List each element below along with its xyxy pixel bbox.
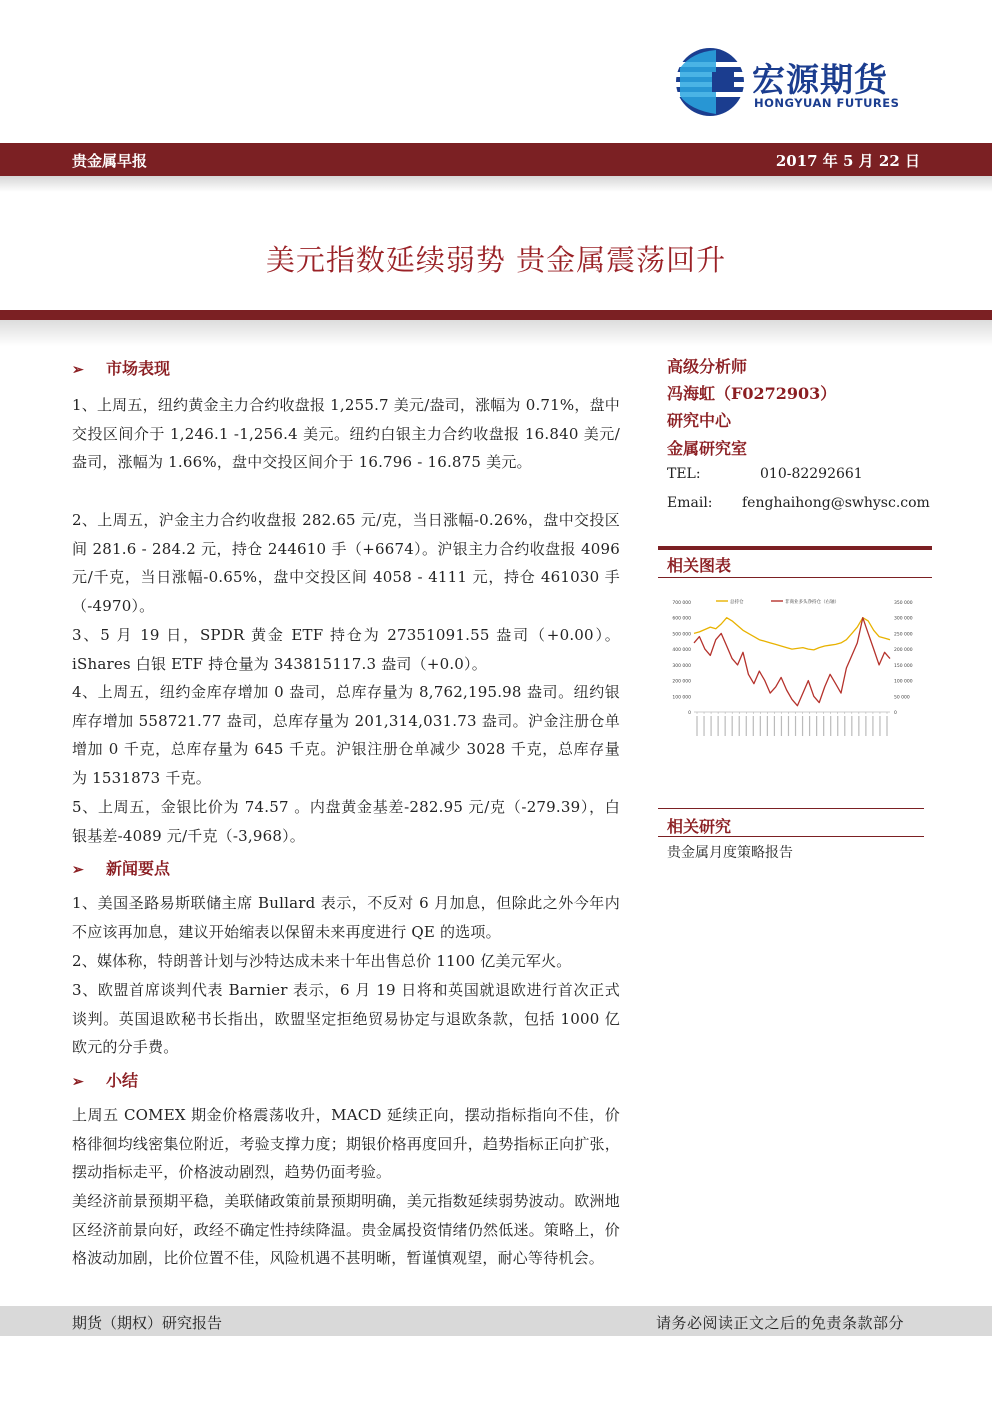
x-tick-label-glyph: [710, 716, 711, 736]
x-tick-label-glyph: [809, 716, 810, 736]
related-research-item[interactable]: 贵金属月度策略报告: [667, 845, 793, 861]
footer-report-kind: 期货（期权）研究报告: [72, 1314, 223, 1332]
x-tick-label-glyph: [802, 716, 803, 736]
document-title: 美元指数延续弱势 贵金属震荡回升: [265, 243, 727, 277]
x-tick-label-glyph: [739, 716, 740, 736]
tel-label: TEL:: [667, 466, 701, 482]
title-rule-shadow: [0, 320, 992, 346]
x-tick-label-glyph: [725, 716, 726, 736]
x-tick-label-glyph: [795, 716, 796, 736]
right-tick-label: 50 000: [894, 695, 910, 701]
market-paragraph-5: 5、上周五，金银比价为 74.57 。内盘黄金基差-282.95 元/克（-279.39），白银基差-4089 元/千克（-3,968）。: [72, 798, 620, 845]
x-tick-label-glyph: [865, 716, 866, 736]
left-tick-label: 200 000: [672, 679, 691, 685]
summary-paragraph-2: 美经济前景预期平稳，美联储政策前景预期明确，美元指数延续弱势波动。欧洲地区经济前景向好，政经不确定性持续降温。贵金属投资情绪仍然低迷。策略上，价格波动加剧，比价位置不佳，风险机遇不甚明晰，暂谨慎观望，耐心等待机会。: [72, 1192, 620, 1268]
title-rule: [0, 310, 992, 320]
right-tick-label: 300 000: [894, 616, 913, 622]
x-tick-label-glyph: [886, 716, 887, 736]
left-tick-label: 400 000: [672, 648, 691, 654]
section-heading-summary: [72, 1068, 138, 1091]
x-tick-label-glyph: [851, 716, 852, 736]
related-charts-heading: 相关图表: [667, 556, 732, 575]
x-tick-label-glyph: [753, 716, 754, 736]
x-tick-label-glyph: [760, 716, 761, 736]
left-tick-label: 100 000: [672, 695, 691, 701]
section-heading-text: 小结: [106, 1071, 139, 1090]
x-tick-label-glyph: [746, 716, 747, 736]
research-center: 研究中心: [667, 411, 732, 430]
left-tick-label: 500 000: [672, 632, 691, 638]
analyst-title: 高级分析师: [667, 357, 748, 376]
footer-disclaimer-notice: 请务必阅读正文之后的免责条款部分: [655, 1314, 904, 1332]
logo-name-cn: 宏源期货: [752, 60, 888, 99]
analyst-name: 冯海虹（F0272903）: [667, 384, 837, 403]
x-tick-label-glyph: [732, 716, 733, 736]
right-tick-label: 150 000: [894, 663, 913, 669]
x-tick-label-glyph: [823, 716, 824, 736]
positions-chart: [666, 592, 918, 740]
x-tick-label-glyph: [816, 716, 817, 736]
x-tick-label-glyph: [767, 716, 768, 736]
right-tick-label: 100 000: [894, 679, 913, 685]
charts-rule-top: [658, 546, 932, 550]
x-tick-label-glyph: [844, 716, 845, 736]
left-tick-label: 300 000: [672, 663, 691, 669]
section-heading-news: [72, 856, 170, 879]
x-tick-label-glyph: [718, 716, 719, 736]
news-paragraph-3: 3、欧盟首席谈判代表 Barnier 表示，6 月 19 日将和英国就退欧进行首次正式谈判。英国退欧秘书长指出，欧盟坚定拒绝贸易协定与退欧条款，包括 1000 亿欧元的分手费。: [72, 981, 620, 1057]
section-heading-text: 新闻要点: [106, 859, 171, 878]
report-date: 2017 年 5 月 22 日: [775, 152, 920, 170]
x-tick-label-glyph: [872, 716, 873, 736]
legend-label: 非商业多头净持仓（右轴）: [785, 600, 839, 605]
logo-name-en: HONGYUAN FUTURES: [754, 96, 900, 110]
x-tick-label-glyph: [879, 716, 880, 736]
x-tick-label-glyph: [830, 716, 831, 736]
company-logo: [672, 44, 922, 120]
research-rule-top: [658, 808, 924, 809]
market-paragraph-3: 3、5 月 19 日，SPDR 黄金 ETF 持仓为 27351091.55 盎司（+0.00）。iShares 白银 ETF 持仓量为 343815117.3 盎司（+0.0）。: [72, 626, 620, 673]
right-tick-label: 350 000: [894, 601, 913, 606]
x-tick-label-glyph: [858, 716, 859, 736]
x-tick-label-glyph: [703, 716, 704, 736]
related-research-heading: 相关研究: [667, 817, 732, 836]
x-tick-label-glyph: [788, 716, 789, 736]
email-label: Email:: [667, 495, 713, 511]
tel-value: 010-82292661: [760, 466, 863, 482]
market-paragraph-4: 4、上周五，纽约金库存增加 0 盎司，总库存量为 8,762,195.98 盎司。纽约银库存增加 558721.77 盎司，总库存量为 201,314,031.73 盎司。沪金注册仓单增加 0 千克，总库存量为 645 千克。沪银注册仓单减少 3028 千克，总库存量为 1531873 千克。: [72, 683, 620, 787]
left-tick-label: 600 000: [672, 616, 691, 622]
x-tick-label-glyph: [774, 716, 775, 736]
x-tick-label-glyph: [696, 716, 697, 736]
metal-team: 金属研究室: [667, 439, 748, 458]
summary-paragraph-1: 上周五 COMEX 期金价格震荡收升，MACD 延续正向，摆动指标指向不佳，价格徘徊均线密集位附近，考验支撑力度；期银价格再度回升，趋势指标正向扩张，摆动指标走平，价格波动剧烈，趋势仍面考验。: [72, 1106, 620, 1182]
news-paragraph-2: 2、媒体称，特朗普计划与沙特达成未来十年出售总价 1100 亿美元军火。: [72, 952, 572, 970]
left-tick-label: 0: [688, 711, 691, 716]
header-shadow: [0, 176, 992, 192]
legend-label: 总持仓: [730, 600, 744, 605]
email-link[interactable]: fenghaihong@swhysc.com: [742, 495, 930, 511]
research-rule-bottom: [658, 836, 924, 837]
left-tick-label: 700 000: [672, 601, 691, 606]
market-paragraph-1: 1、上周五，纽约黄金主力合约收盘报 1,255.7 美元/盎司，涨幅为 0.71%，盘中交投区间介于 1,246.1 -1,256.4 美元。纽约白银主力合约收盘报 16.840 美元/盎司，涨幅为 1.66%，盘中交投区间介于 16.796 - 16.875 美元。: [72, 396, 620, 472]
section-heading-market: [72, 356, 170, 379]
arrow-bullet-icon: ➢: [72, 862, 84, 878]
right-tick-label: 200 000: [894, 648, 913, 654]
logo-mark-icon: [672, 44, 748, 120]
right-tick-label: 250 000: [894, 632, 913, 638]
news-paragraph-1: 1、美国圣路易斯联储主席 Bullard 表示，不反对 6 月加息，但除此之外今年内不应该再加息，建议开始缩表以保留未来再度进行 QE 的选项。: [72, 894, 620, 941]
x-tick-label-glyph: [837, 716, 838, 736]
x-tick-label-glyph: [781, 716, 782, 736]
market-paragraph-2: 2、上周五，沪金主力合约收盘报 282.65 元/克，当日涨幅-0.26%，盘中交投区间 281.6 - 284.2 元，持仓 244610 手（+6674）。沪银主力合约收盘报 4096 元/千克，当日涨幅-0.65%，盘中交投区间 4058 - 4111 元，持仓 461030 手（-4970）。: [72, 511, 620, 615]
arrow-bullet-icon: ➢: [72, 1074, 84, 1090]
report-type: 贵金属早报: [72, 152, 148, 170]
charts-rule-bottom: [658, 577, 932, 578]
arrow-bullet-icon: ➢: [72, 362, 84, 378]
section-heading-text: 市场表现: [106, 359, 171, 378]
right-tick-label: 0: [894, 711, 897, 716]
